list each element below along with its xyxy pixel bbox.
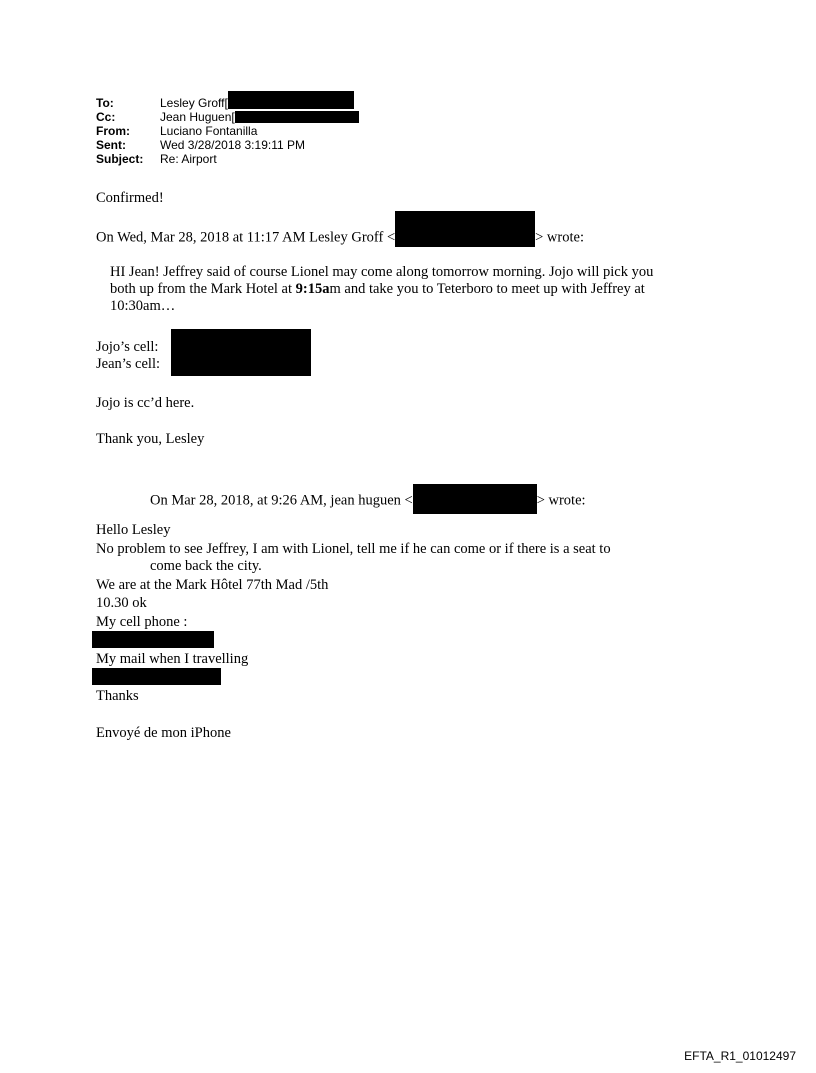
jean-cell-label: Jean’s cell: — [96, 356, 161, 372]
redaction-box — [413, 484, 537, 514]
to-label: To: — [96, 96, 114, 110]
jean-attribution-end: > wrote: — [536, 492, 586, 509]
subject-label: Subject: — [96, 152, 144, 166]
redaction-box — [92, 668, 221, 685]
sent-row — [96, 138, 359, 152]
redaction-box — [228, 91, 354, 109]
cc-note: Jojo is cc’d here. — [96, 395, 195, 411]
cc-value: Jean Huguen[ — [160, 110, 235, 124]
reply-attribution-start: On Wed, Mar 28, 2018 at 11:17 AM Lesley Groff < — [96, 229, 396, 246]
jean-line2: We are at the Mark Hôtel 77th Mad /5th — [96, 577, 329, 593]
jean-cell-label: My cell phone : — [96, 614, 188, 630]
lesley-line1: HI Jean! Jeffrey said of course Lionel may come along tomorrow morning. Jojo will pick you — [110, 264, 654, 280]
jean-greeting: Hello Lesley — [96, 522, 171, 538]
jean-mail-label: My mail when I travelling — [96, 651, 249, 667]
from-value: Luciano Fontanilla — [160, 124, 258, 138]
redaction-box — [171, 329, 311, 376]
email-header — [96, 96, 359, 166]
jean-line3: 10.30 ok — [96, 595, 147, 611]
subject-row — [96, 152, 359, 166]
lesley-line2-b: m and take you to Teterboro to meet up with Jeffrey at — [329, 281, 645, 297]
jean-line1: No problem to see Jeffrey, I am with Lionel, tell me if he can come or if there is a seat to — [96, 541, 611, 557]
jojo-cell-label: Jojo’s cell: — [96, 339, 159, 355]
cc-row — [96, 110, 359, 124]
from-row — [96, 124, 359, 138]
jean-attribution-start: On Mar 28, 2018, at 9:26 AM, jean huguen < — [150, 492, 413, 509]
jean-thanks: Thanks — [96, 688, 139, 704]
sent-value: Wed 3/28/2018 3:19:11 PM — [160, 138, 305, 152]
to-value: Lesley Groff[ — [160, 96, 228, 110]
redaction-box — [235, 111, 359, 123]
cc-label: Cc: — [96, 110, 116, 124]
document-id: EFTA_R1_01012497 — [684, 1049, 796, 1063]
lesley-line2-a: both up from the Mark Hotel at — [110, 281, 296, 297]
jean-signature: Envoyé de mon iPhone — [96, 725, 231, 741]
confirmed-text: Confirmed! — [96, 190, 164, 206]
reply-attribution — [96, 227, 584, 249]
lesley-line2-bold: 9:15a — [295, 281, 330, 297]
lesley-line2 — [110, 281, 720, 297]
from-label: From: — [96, 124, 130, 138]
lesley-line3: 10:30am… — [110, 298, 176, 314]
subject-value: Re: Airport — [160, 152, 217, 166]
redaction-box — [92, 631, 214, 648]
reply-attribution-end: > wrote: — [535, 229, 584, 246]
sent-label: Sent: — [96, 138, 126, 152]
redaction-box — [395, 211, 535, 247]
jean-line1-cont: come back the city. — [150, 558, 262, 574]
lesley-signoff: Thank you, Lesley — [96, 431, 205, 447]
jean-attribution — [150, 486, 586, 516]
to-row — [96, 96, 359, 110]
